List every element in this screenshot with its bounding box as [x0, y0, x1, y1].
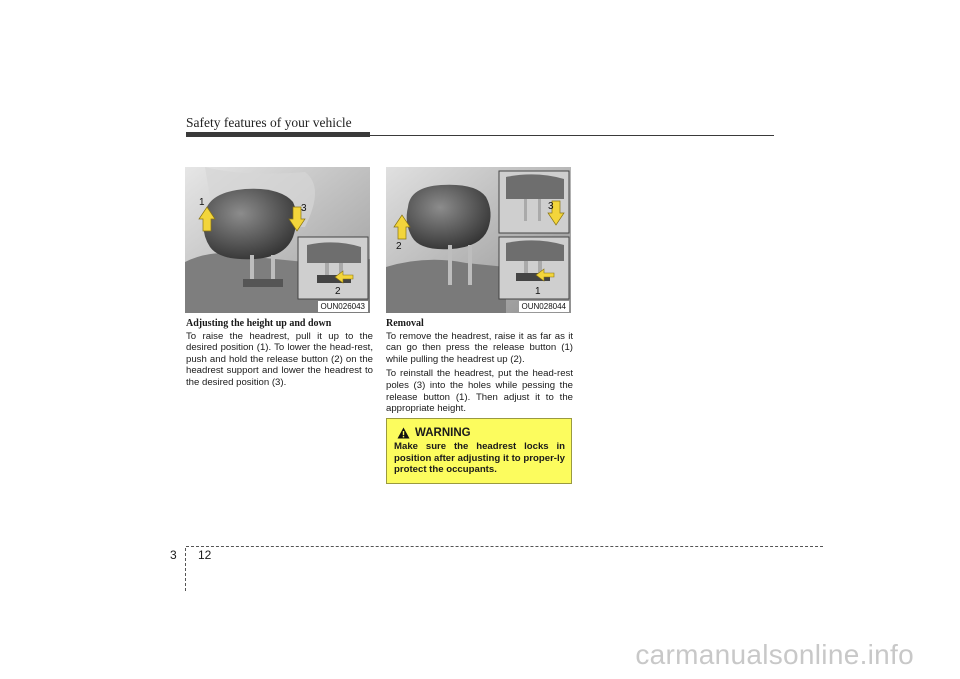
adjust-height-section [186, 318, 373, 392]
header-tab-bar [186, 132, 370, 137]
warning-triangle-icon [397, 427, 410, 439]
footer-rule [186, 546, 823, 547]
warning-header [397, 427, 565, 439]
figure-code: OUN026043 [318, 301, 368, 312]
page-number: 12 [198, 548, 212, 562]
chapter-number: 3 [170, 548, 177, 562]
callout-3: 3 [301, 203, 307, 214]
warning-text: Make sure the headrest locks in position after adjusting it to proper-ly protect the occupants. [394, 441, 565, 476]
body-paragraph: To remove the headrest, raise it as far as it can go then press the release button (1) while pulling the headrest up (2). [386, 330, 573, 365]
figure-remove-headrest [386, 167, 571, 313]
section-heading: Removal [386, 318, 424, 329]
footer-vertical-rule [185, 548, 186, 591]
callout-1: 1 [535, 286, 541, 297]
watermark: carmanualsonline.info [635, 639, 914, 670]
warning-box [386, 418, 572, 484]
figure-adjust-headrest [185, 167, 370, 313]
figure-code: OUN028044 [519, 301, 569, 312]
warning-title: WARNING [415, 427, 471, 439]
callout-1: 1 [199, 197, 205, 208]
removal-section [386, 318, 573, 418]
section-heading: Adjusting the height up and down [186, 318, 332, 329]
body-paragraph: To raise the headrest, pull it up to the desired position (1). To lower the head-rest, push and hold the release button (2) on the headrest support and lower the headrest to the desired position (3). [186, 330, 373, 388]
callout-2: 2 [335, 286, 341, 297]
callout-2: 2 [396, 241, 402, 252]
body-paragraph: To reinstall the headrest, put the head-rest poles (3) into the holes while pessing the release button (1). Then adjust it to the appropriate height. [386, 368, 573, 415]
section-title: Safety features of your vehicle [186, 115, 352, 130]
callout-3: 3 [548, 201, 554, 212]
header-rule [370, 135, 774, 136]
